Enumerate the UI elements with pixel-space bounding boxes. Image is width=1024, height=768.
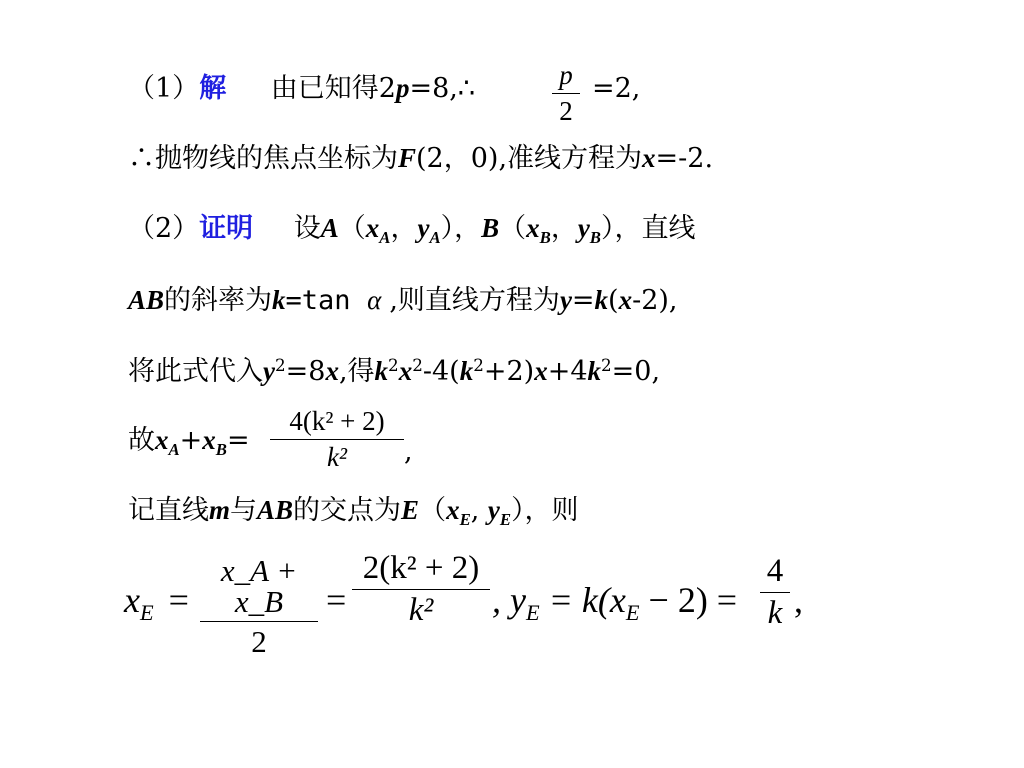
var-A: A <box>320 213 339 243</box>
text: 故 <box>128 425 155 456</box>
superscript: 2 <box>274 355 286 375</box>
var-k: k <box>272 285 286 315</box>
text: ），直线 <box>600 213 696 244</box>
var-x: x <box>534 356 548 387</box>
var-k: k <box>587 356 602 387</box>
superscript: 2 <box>473 355 484 375</box>
final-equation-middle <box>492 582 737 624</box>
final-equals-2 <box>326 582 346 618</box>
fraction-numerator: 2(k² + 2) <box>362 550 480 586</box>
text: ， <box>550 213 578 244</box>
text: 2 <box>378 73 396 104</box>
subscript: E <box>499 509 512 529</box>
fraction-2k2-plus-2 <box>352 552 490 627</box>
fraction-denominator: 2 <box>559 96 573 126</box>
var-x: x <box>365 213 380 243</box>
text: , <box>794 580 803 620</box>
var-x: x <box>398 356 413 387</box>
text: 将此式代入 <box>128 356 263 388</box>
text: =8 <box>285 356 326 388</box>
text: (2，0),准线方程为 <box>416 143 643 174</box>
fraction-denominator: k² <box>326 442 348 472</box>
text: ( <box>608 285 619 316</box>
subscript: E <box>525 599 540 625</box>
text: =2, <box>592 73 641 104</box>
var-y: y <box>263 356 275 387</box>
text: 与 <box>230 495 258 526</box>
text: = <box>226 425 250 456</box>
text: ,则直线方程为 <box>389 285 560 316</box>
text: （ <box>499 213 527 244</box>
equals-sign: = <box>168 580 189 620</box>
var-m: m <box>209 495 231 525</box>
superscript: 2 <box>601 355 612 375</box>
var-x: x <box>446 495 460 525</box>
var-x: x <box>155 425 169 455</box>
var-E: E <box>401 495 420 525</box>
fraction-bar <box>200 621 318 622</box>
var-AB: AB <box>257 495 294 525</box>
fraction-numerator: 4(k² + 2) <box>289 406 385 436</box>
line-1-end <box>592 75 640 102</box>
text: + <box>179 425 203 456</box>
text: +4 <box>547 356 588 388</box>
line-5 <box>128 355 661 388</box>
subscript: B <box>539 227 551 247</box>
line-2 <box>128 145 713 172</box>
subscript: A <box>429 227 441 247</box>
var-x: x <box>642 143 656 173</box>
fraction-bar <box>760 592 790 593</box>
fraction-sum <box>270 408 404 471</box>
fraction-numerator: p <box>559 60 573 90</box>
var-x: x <box>325 356 339 387</box>
final-equation-end <box>794 582 803 618</box>
text: ∴抛物线的焦点坐标为 <box>128 143 398 174</box>
fraction-bar <box>552 93 580 94</box>
text: -2), <box>632 285 678 316</box>
text: ,得 <box>338 356 375 388</box>
final-equation-lhs <box>124 582 189 624</box>
text: =8,∴ <box>409 73 476 104</box>
text: （ <box>419 495 447 526</box>
text: = k(x <box>539 580 626 620</box>
fraction-denominator: 2 <box>251 624 267 659</box>
text: ），则 <box>511 495 579 526</box>
text: 的斜率为 <box>164 285 273 316</box>
text: 记直线 <box>128 495 209 526</box>
text: − 2) = <box>639 580 738 620</box>
subscript: E <box>625 599 640 625</box>
text: -4( <box>422 356 460 388</box>
var-y: , y <box>492 580 526 620</box>
fraction-4-over-k <box>760 555 790 630</box>
fraction-xa-plus-xb <box>200 555 318 657</box>
line-6-end <box>404 438 413 465</box>
line-3 <box>128 215 695 247</box>
var-k: k <box>374 356 389 387</box>
var-y: y <box>559 285 572 315</box>
var-x: x <box>124 580 140 620</box>
var-B: B <box>481 213 500 243</box>
text: =tan <box>285 285 351 316</box>
var-x: x <box>526 213 540 243</box>
var-x: x <box>618 285 633 315</box>
var-y: y <box>417 213 430 243</box>
var-AB: AB <box>128 285 165 315</box>
part-number: （1） <box>128 73 200 104</box>
text: 设 <box>293 213 321 244</box>
fraction-numerator: 4 <box>766 553 784 589</box>
text: （ <box>338 213 366 244</box>
text: ）， <box>440 213 482 244</box>
text: =0, <box>611 356 661 388</box>
subscript: B <box>215 439 227 459</box>
var-x: x <box>202 425 216 455</box>
line-1 <box>128 75 475 102</box>
text: = <box>571 285 595 316</box>
var-k: k <box>459 356 474 387</box>
superscript: 2 <box>412 355 423 375</box>
subscript: B <box>589 227 601 247</box>
subscript: E <box>459 509 471 529</box>
part-number: （2） <box>128 213 200 244</box>
fraction-denominator: k <box>767 595 783 631</box>
var-y: y <box>487 495 500 525</box>
text: 的交点为 <box>293 495 402 526</box>
text: +2) <box>483 356 535 388</box>
var-y: y <box>577 213 590 243</box>
line-6 <box>128 427 250 459</box>
line-7 <box>128 497 579 529</box>
var-p: p <box>395 73 410 103</box>
fraction-denominator: k² <box>408 592 434 628</box>
fraction-bar <box>352 589 490 590</box>
var-k: k <box>594 285 609 315</box>
var-alpha: α <box>367 285 382 315</box>
equals-sign: = <box>326 580 347 620</box>
text: ， <box>390 213 418 244</box>
subscript: A <box>168 439 180 459</box>
fraction-numerator: x_A + x_B <box>220 553 298 619</box>
var-F: F <box>398 143 417 173</box>
text: =-2. <box>655 143 714 174</box>
text: 由已知得 <box>270 73 379 104</box>
text: , <box>404 436 413 467</box>
fraction-bar <box>270 439 404 440</box>
text: , <box>470 495 488 526</box>
proof-label: 证明 <box>199 213 254 244</box>
line-4 <box>128 287 678 314</box>
subscript: A <box>379 227 391 247</box>
subscript: E <box>139 599 154 625</box>
solution-label: 解 <box>199 73 227 104</box>
superscript: 2 <box>388 355 399 375</box>
fraction-p-over-2 <box>552 62 580 125</box>
